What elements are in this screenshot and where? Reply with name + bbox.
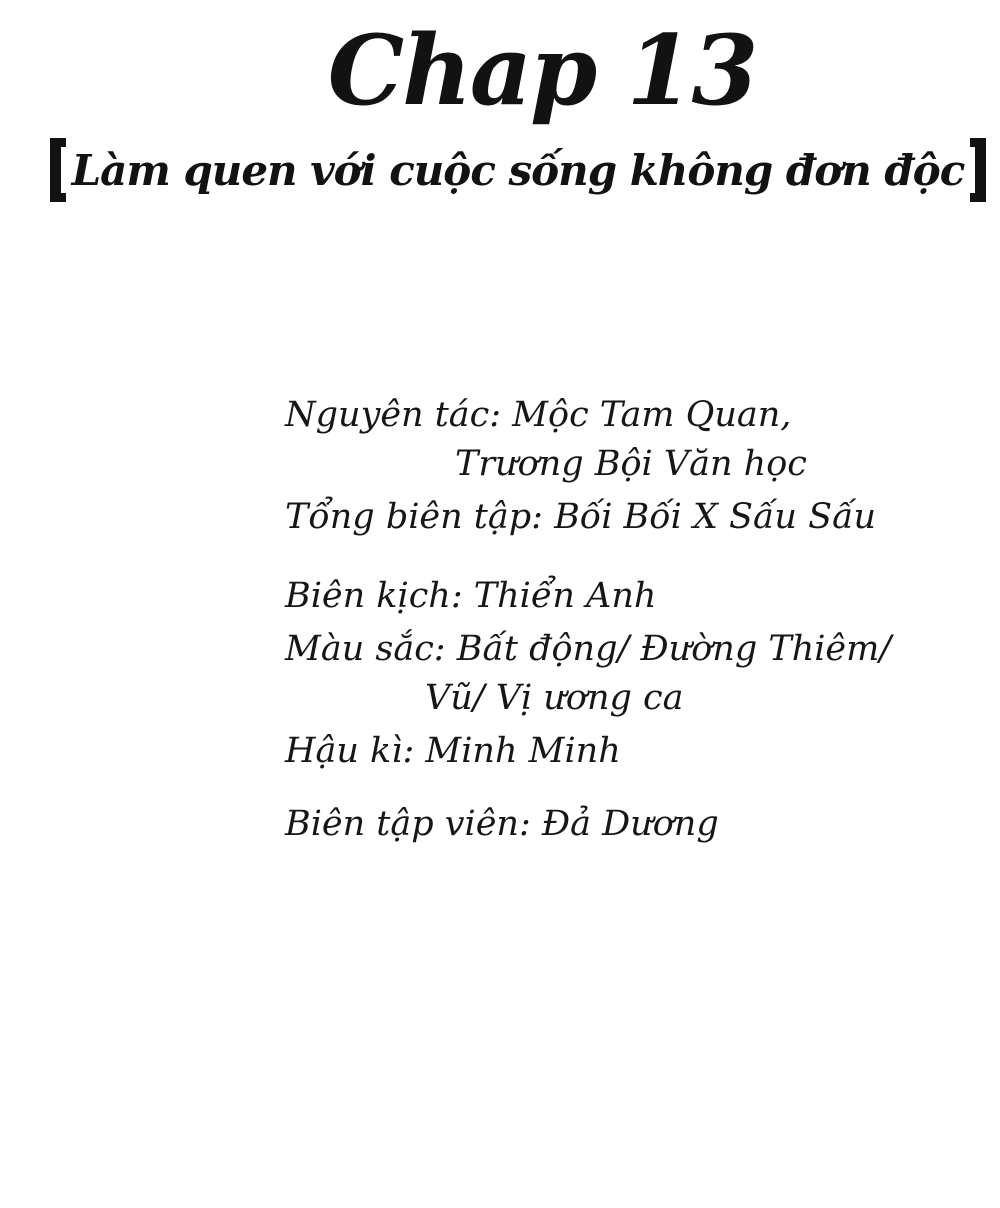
- credit-coloring-line1: Màu sắc: Bất động/ Đường Thiêm/: [285, 629, 892, 669]
- credit-coloring-line2: Vũ/ Vị ương ca: [425, 678, 684, 718]
- credit-editor: Biên tập viên: Đả Dương: [285, 804, 719, 844]
- credit-original-work-line1: Nguyên tác: Mộc Tam Quan,: [285, 395, 792, 435]
- chapter-subtitle-row: [18, 138, 1000, 202]
- chapter-title: Chap 13: [327, 14, 757, 127]
- right-bracket-icon: [970, 138, 986, 202]
- credit-screenwriter: Biên kịch: Thiển Anh: [285, 576, 657, 616]
- credit-chief-editor: Tổng biên tập: Bối Bối X Sấu Sấu: [285, 497, 877, 537]
- chapter-subtitle: Làm quen với cuộc sống không đơn độc: [71, 145, 965, 195]
- credits-block: [285, 395, 892, 844]
- credit-original-work-line2: Trương Bội Văn học: [455, 444, 807, 484]
- left-bracket-icon: [50, 138, 66, 202]
- credit-post-production: Hậu kì: Minh Minh: [285, 731, 621, 771]
